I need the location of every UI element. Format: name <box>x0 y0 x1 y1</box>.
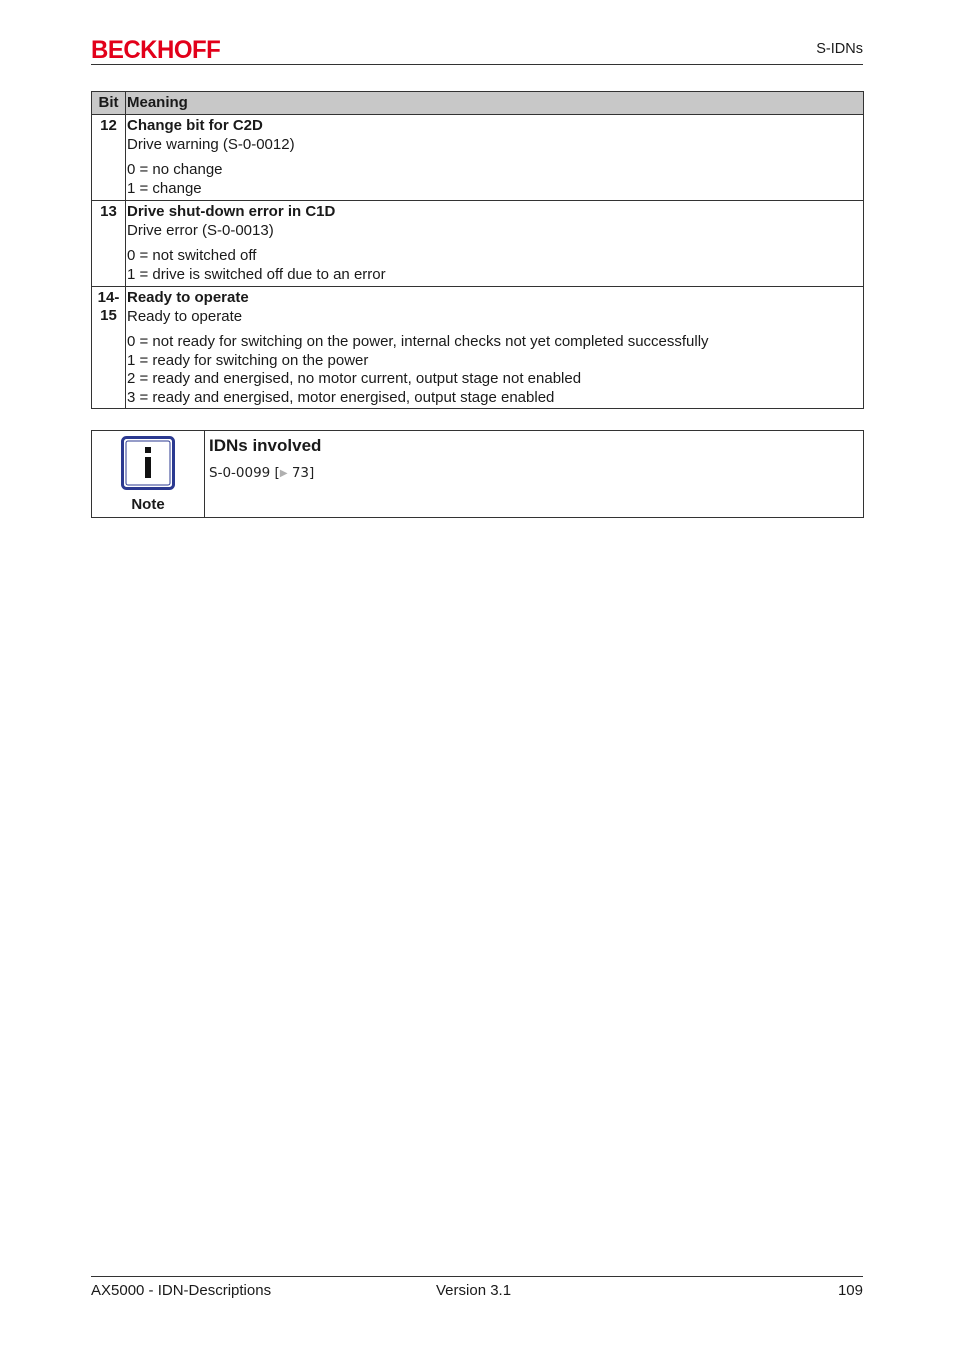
meaning-subtitle: Drive warning (S-0-0012) <box>127 135 295 153</box>
document-version: Version 3.1 <box>436 1282 512 1299</box>
idn-link[interactable] <box>209 465 314 481</box>
bit-range-start: 14- <box>97 289 120 306</box>
note-box <box>91 430 864 518</box>
meaning-value: 0 = not switched off <box>127 247 257 264</box>
table-row <box>92 287 864 409</box>
column-header-meaning: Meaning <box>126 92 864 115</box>
meaning-cell <box>126 287 864 409</box>
beckhoff-logo: BECKHOFF <box>91 36 221 65</box>
info-icon <box>121 436 175 490</box>
page-footer <box>91 1276 863 1299</box>
meaning-value: 2 = ready and energised, no motor current, output stage not enabled <box>127 370 582 387</box>
section-title: S-IDNs <box>816 41 863 57</box>
table-row <box>92 201 864 287</box>
bit-range-end: 15 <box>100 307 117 324</box>
bit-meaning-table <box>91 91 864 409</box>
meaning-value: 1 = ready for switching on the power <box>127 351 369 369</box>
link-arrow-icon: ▶ <box>279 468 288 479</box>
idn-link-page[interactable]: 73] <box>291 465 315 481</box>
table-row <box>92 115 864 201</box>
meaning-value: 1 = change <box>127 179 202 197</box>
page-header <box>91 34 863 65</box>
column-header-bit: Bit <box>92 92 126 115</box>
meaning-value: 1 = drive is switched off due to an error <box>127 265 386 283</box>
note-label: Note <box>131 496 165 513</box>
idn-link-text[interactable]: S-0-0099 [ <box>209 465 280 481</box>
page-number: 109 <box>837 1282 863 1299</box>
meaning-subtitle: Drive error (S-0-0013) <box>127 221 274 239</box>
meaning-value: 3 = ready and energised, motor energised, output stage enabled <box>127 388 555 406</box>
meaning-cell <box>126 201 864 287</box>
document-title: AX5000 - IDN-Descriptions <box>91 1282 272 1299</box>
meaning-subtitle: Ready to operate <box>127 307 243 325</box>
bit-cell: 13 <box>92 201 126 287</box>
meaning-value: 0 = no change <box>127 161 223 178</box>
meaning-title: Ready to operate <box>127 289 249 306</box>
meaning-cell <box>126 115 864 201</box>
meaning-value: 0 = not ready for switching on the power, internal checks not yet completed successfully <box>127 333 709 350</box>
meaning-title: Change bit for C2D <box>127 117 263 134</box>
bit-cell <box>92 287 126 409</box>
table-header-row <box>92 92 864 115</box>
note-title: IDNs involved <box>209 436 322 455</box>
bit-cell: 12 <box>92 115 126 201</box>
note-icon-panel <box>92 431 205 517</box>
meaning-title: Drive shut-down error in C1D <box>127 203 336 220</box>
